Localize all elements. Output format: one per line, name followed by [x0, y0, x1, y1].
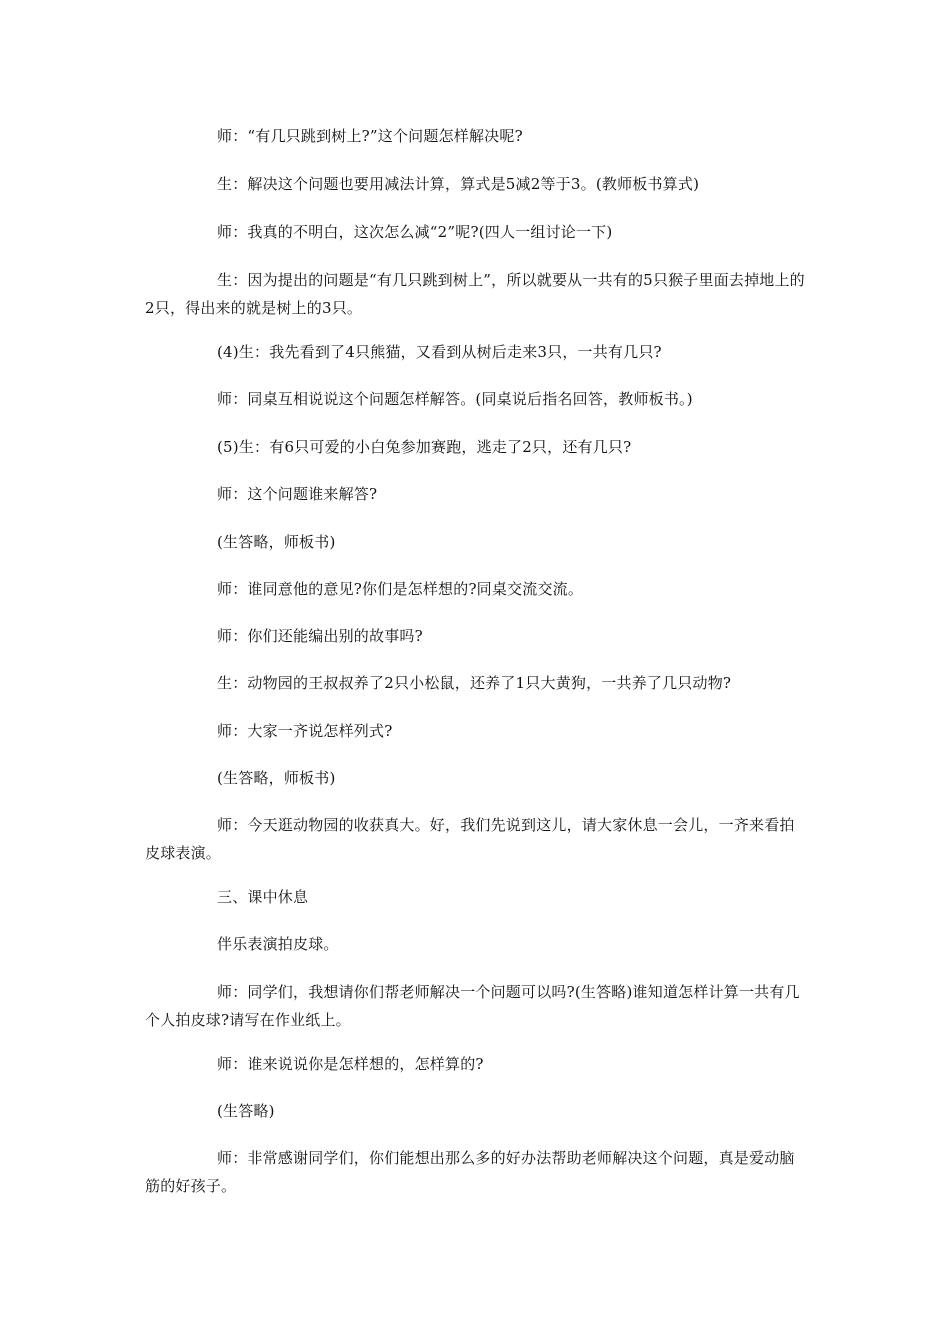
paragraph: 师：谁同意他的意见?你们是怎样想的?同桌交流交流。: [217, 580, 584, 598]
paragraph: 师：你们还能编出别的故事吗?: [217, 627, 423, 645]
paragraph: 生：因为提出的问题是“有几只跳到树上”，所以就要从一共有的5只猴子里面去掉地上的2只，得出来的就是树上的3只。: [145, 271, 805, 317]
paragraph: 生：解决这个问题也要用减法计算，算式是5减2等于3。(教师板书算式): [217, 175, 700, 193]
paragraph: 师：同桌互相说说这个问题怎样解答。(同桌说后指名回答，教师板书。): [217, 390, 693, 408]
paragraph: 师：非常感谢同学们，你们能想出那么多的好办法帮助老师解决这个问题，真是爱动脑筋的好孩子。: [145, 1149, 795, 1195]
paragraph: 伴乐表演拍皮球。: [217, 935, 339, 953]
paragraph: 师：“有几只跳到树上?”这个问题怎样解决呢?: [217, 127, 523, 145]
paragraph: 生：动物园的王叔叔养了2只小松鼠，还养了1只大黄狗，一共养了几只动物?: [217, 674, 732, 692]
paragraph: 师：这个问题谁来解答?: [217, 485, 378, 503]
paragraph: 师：大家一齐说怎样列式?: [217, 722, 393, 740]
paragraph: 师：同学们，我想请你们帮老师解决一个问题可以吗?(生答略)谁知道怎样计算一共有几个人拍皮球?请写在作业纸上。: [145, 983, 800, 1029]
paragraph: (5)生：有6只可爱的小白兔参加赛跑，逃走了2只，还有几只?: [217, 438, 632, 456]
paragraph: (生答略，师板书): [217, 533, 336, 551]
paragraph: 师：谁来说说你是怎样想的，怎样算的?: [217, 1055, 484, 1073]
paragraph: 师：今天逛动物园的收获真大。好，我们先说到这儿，请大家休息一会儿，一齐来看拍皮球表演。: [145, 816, 795, 862]
section-heading: 三、课中休息: [217, 888, 309, 906]
paragraph: (生答略，师板书): [217, 769, 336, 787]
paragraph: (生答略): [217, 1102, 275, 1120]
paragraph: 师：我真的不明白，这次怎么减“2”呢?(四人一组讨论一下): [217, 223, 613, 241]
paragraph: (4)生：我先看到了4只熊猫，又看到从树后走来3只，一共有几只?: [217, 343, 662, 361]
